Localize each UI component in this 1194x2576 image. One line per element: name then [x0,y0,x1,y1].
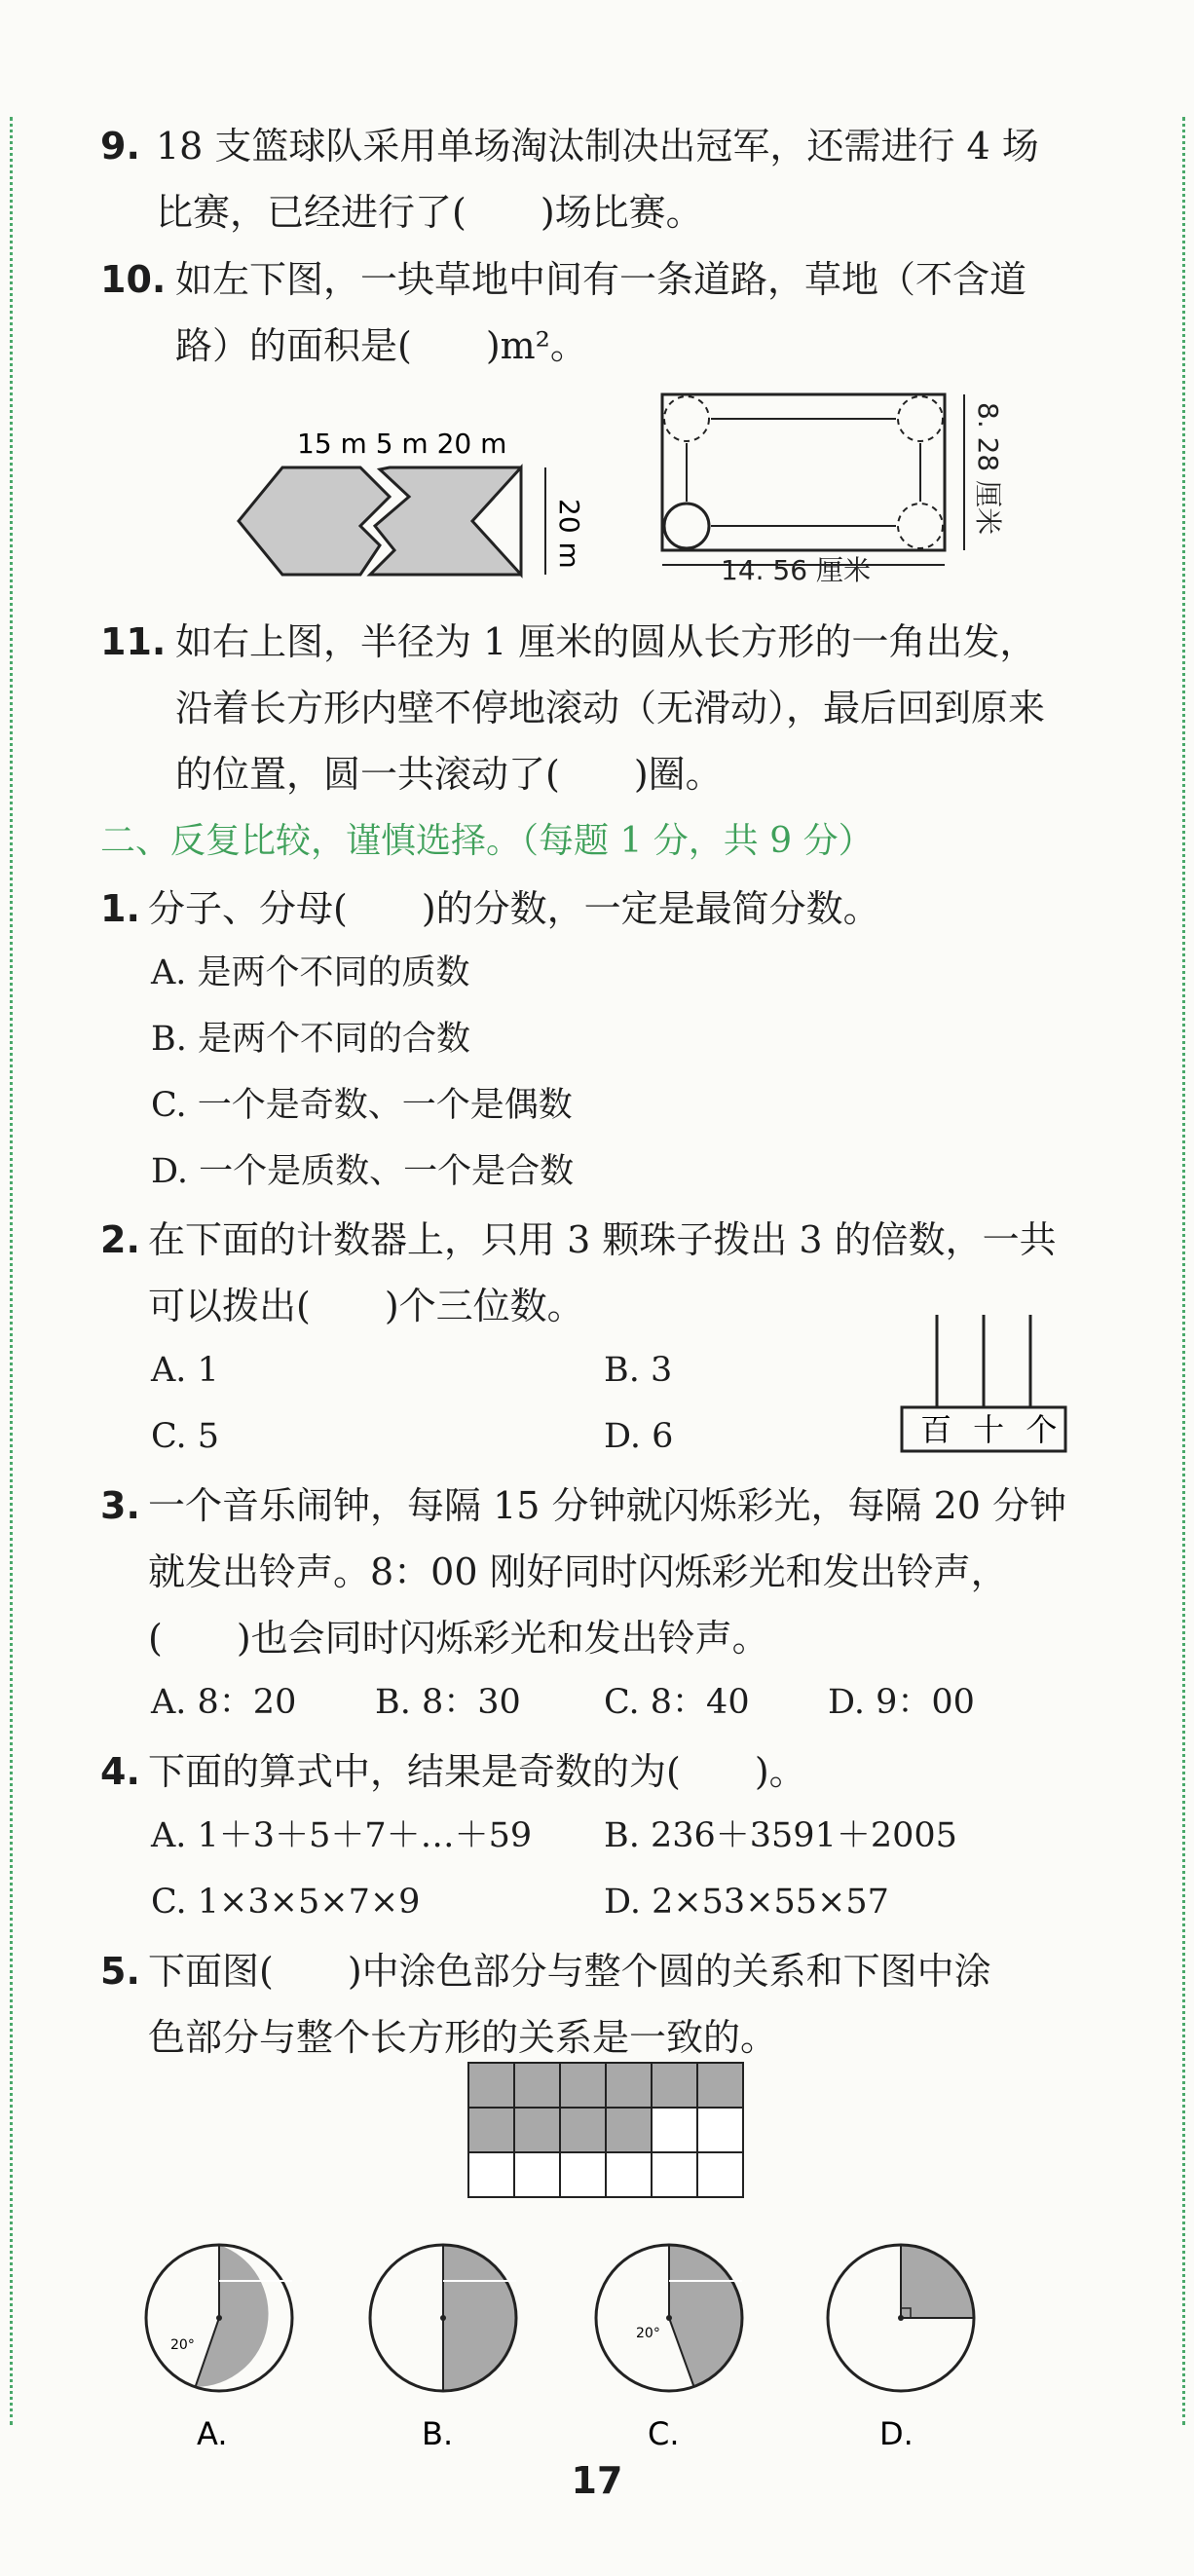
grid-cell [652,2108,697,2152]
s2-line1: 在下面的计数器上，只用 3 颗珠子拨出 3 的倍数，一共 [148,1218,1057,1261]
s4-option-a: A. 1＋3＋5＋7＋…＋59 [151,1816,533,1855]
s4-stem: 下面的算式中，结果是奇数的为( )。 [148,1750,806,1793]
grid-cell-shaded [560,2063,606,2108]
s1-option-a: A. 是两个不同的质数 [151,953,470,992]
s5-line1: 下面图( )中涂色部分与整个圆的关系和下图中涂 [148,1950,991,1993]
s1-option-b: B. 是两个不同的合数 [151,1020,470,1059]
rect-width-label: 14. 56 厘米 [721,554,871,586]
grid-cell [468,2152,514,2197]
circle-a [146,2245,292,2452]
rect-height-label: 8. 28 厘米 [972,402,1004,536]
right-margin-line [1182,117,1185,2425]
q9-number: 9. [100,125,140,168]
grid-cell-shaded [468,2108,514,2152]
s3-option-d: D. 9：00 [828,1683,975,1722]
page-number: 17 [571,2459,623,2502]
circle-label-c: C. [648,2415,680,2452]
s2-option-b: B. 3 [604,1351,673,1390]
grid-cell-shaded [560,2108,606,2152]
s1-option-c: C. 一个是奇数、一个是偶数 [151,1086,573,1125]
grid-cell [560,2152,606,2197]
rolling-circle-figure [653,385,1062,594]
s1-stem: 分子、分母( )的分数，一定是最简分数。 [148,887,880,930]
s4-number: 4. [100,1750,140,1793]
q11-line1: 如右上图，半径为 1 厘米的圆从长方形的一角出发， [175,620,1037,663]
q9-line1: 18 支篮球队采用单场淘汰制决出冠军，还需进行 4 场 [156,125,1039,168]
s4-option-b: B. 236＋3591＋2005 [604,1816,957,1855]
q11-number: 11. [100,620,167,663]
s3-line2: 就发出铃声。8：00 刚好同时闪烁彩光和发出铃声， [148,1550,1008,1593]
s2-option-c: C. 5 [151,1417,220,1456]
s3-option-b: B. 8：30 [375,1683,521,1722]
s1-number: 1. [100,887,140,930]
q11-line2: 沿着长方形内壁不停地滚动（无滑动），最后回到原来 [175,687,1046,729]
road-top-label: 15 m 5 m 20 m [297,428,507,460]
s2-option-d: D. 6 [604,1417,674,1456]
grid-cell-shaded [514,2108,560,2152]
s3-line3: ( )也会同时闪烁彩光和发出铃声。 [148,1617,769,1660]
angle-label-a: 20° [170,2337,195,2353]
s4-option-d: D. 2×53×55×57 [604,1883,889,1922]
road-figure [224,419,585,594]
circle-label-a: A. [197,2415,228,2452]
s4-option-c: C. 1×3×5×7×9 [151,1883,421,1922]
circle-b [370,2245,516,2452]
s3-line1: 一个音乐闹钟，每隔 15 分钟就闪烁彩光，每隔 20 分钟 [148,1484,1067,1527]
q11-line3: 的位置，圆一共滚动了( )圈。 [175,753,723,796]
angle-label-c: 20° [636,2326,660,2341]
grid-cell-shaded [697,2063,743,2108]
s5-line2: 色部分与整个长方形的关系是一致的。 [148,2016,778,2059]
circle-c [596,2245,742,2452]
shaded-grid-figure [466,2060,748,2206]
s2-option-a: A. 1 [151,1351,219,1390]
grid-cell-shaded [606,2108,652,2152]
circle-d [828,2245,974,2452]
grid-cell-shaded [468,2063,514,2108]
s1-option-d: D. 一个是质数、一个是合数 [151,1152,575,1191]
q10-line2: 路）的面积是( )m²。 [175,324,587,367]
grid-cell [697,2152,743,2197]
grid-cell [514,2152,560,2197]
s2-line2: 可以拨出( )个三位数。 [148,1285,584,1327]
road-side-label: 20 m [553,499,585,569]
circle-label-b: B. [422,2415,454,2452]
s2-number: 2. [100,1218,140,1261]
q10-number: 10. [100,258,167,301]
left-margin-line [10,117,13,2425]
q10-line1: 如左下图，一块草地中间有一条道路，草地（不含道 [175,258,1027,301]
q9-line2: 比赛，已经进行了( )场比赛。 [156,191,703,234]
s5-number: 5. [100,1950,140,1993]
s3-option-c: C. 8：40 [604,1683,750,1722]
grid-cell [697,2108,743,2152]
grid-cell [606,2152,652,2197]
grid-cell [652,2152,697,2197]
abacus-labels: 百 十 个 [920,1411,1063,1448]
circle-options-figure [127,2221,1003,2454]
grid-cell-shaded [652,2063,697,2108]
section2-title: 二、反复比较，谨慎选择。（每题 1 分，共 9 分） [100,821,874,861]
circle-label-d: D. [879,2415,914,2452]
grid-cell-shaded [606,2063,652,2108]
s3-number: 3. [100,1484,140,1527]
abacus-figure [896,1310,1071,1456]
s3-option-a: A. 8：20 [151,1683,297,1722]
grid-cell-shaded [514,2063,560,2108]
